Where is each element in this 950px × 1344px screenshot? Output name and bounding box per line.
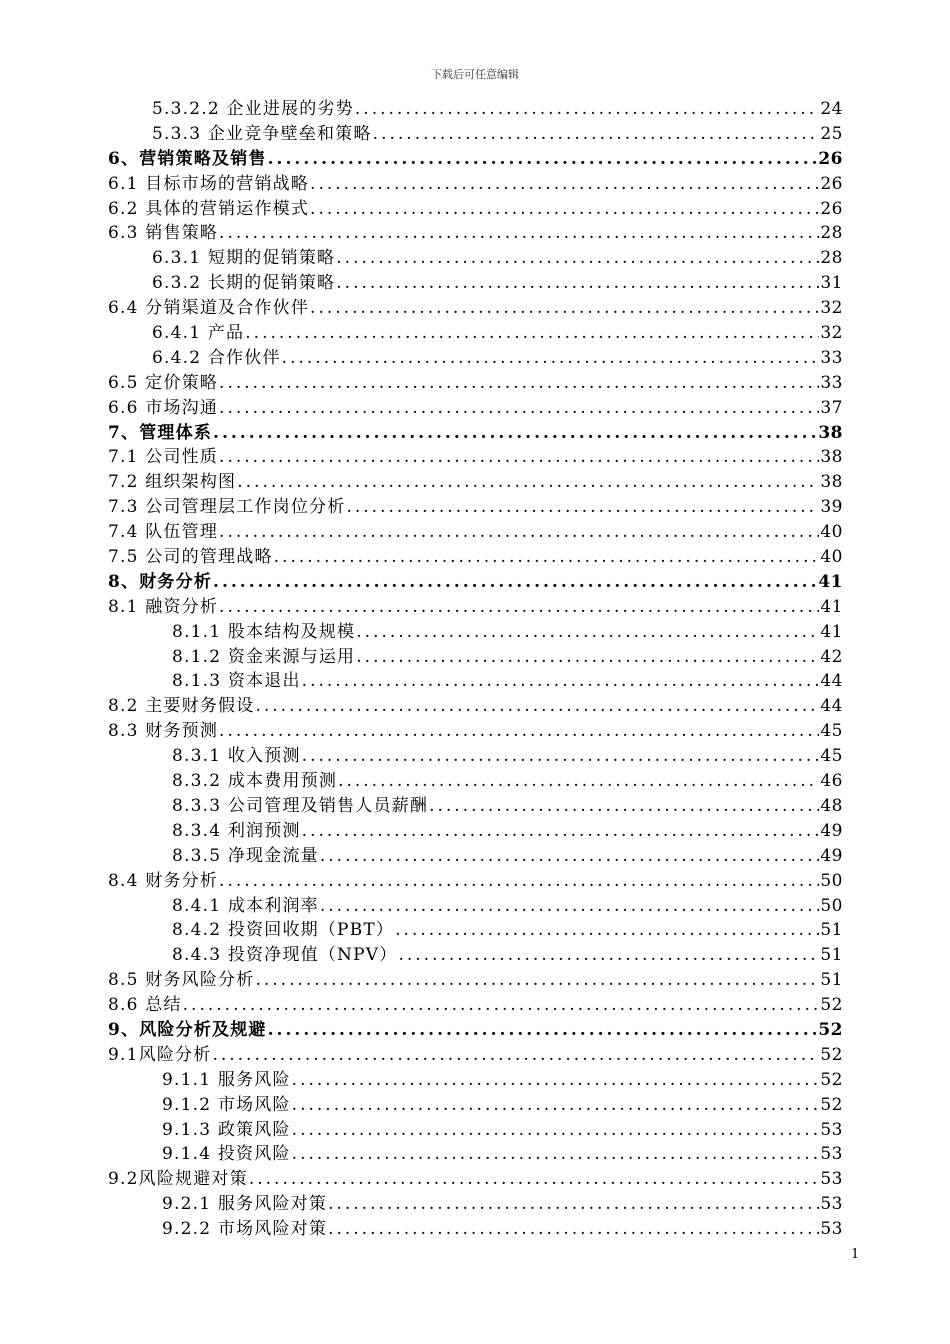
toc-entry-title: 8.4.1 成本利润率 [172, 895, 319, 916]
toc-entry[interactable] [108, 97, 843, 122]
toc-leader-dots [356, 620, 819, 645]
toc-entry[interactable] [108, 719, 843, 744]
toc-entry-title: 8.1.1 股本结构及规模 [172, 621, 356, 642]
toc-entry-title: 5.3.2.2 企业进展的劣势 [152, 99, 354, 119]
toc-entry[interactable] [108, 445, 843, 470]
toc-leader-dots [219, 719, 819, 744]
toc-entry-page: 24 [820, 99, 843, 119]
toc-entry-title: 7.5 公司的管理战略 [108, 547, 273, 568]
toc-entry[interactable] [108, 844, 843, 869]
toc-entry-title: 8.3.2 成本费用预测 [172, 771, 338, 792]
toc-leader-dots [398, 943, 819, 968]
toc-entry-page: 40 [820, 547, 843, 568]
toc-leader-dots [373, 122, 820, 147]
toc-entry[interactable] [108, 1192, 843, 1217]
toc-entry-title: 6、营销策略及销售 [108, 148, 267, 169]
toc-entry-title: 9.1.2 市场风险 [162, 1094, 291, 1115]
toc-entry[interactable] [108, 1093, 843, 1118]
toc-entry-page: 42 [820, 646, 843, 667]
toc-leader-dots [274, 545, 820, 570]
toc-entry-title: 8.4 财务分析 [108, 870, 219, 891]
toc-entry[interactable] [108, 694, 843, 719]
toc-entry-title: 9.2.1 服务风险对策 [162, 1194, 328, 1215]
toc-entry[interactable] [108, 645, 843, 670]
toc-entry-title: 8.3.1 收入预测 [172, 746, 301, 767]
toc-entry-page: 38 [818, 422, 843, 443]
toc-entry-title: 6.3.1 短期的促销策略 [152, 248, 336, 269]
toc-entry-title: 7.4 队伍管理 [108, 522, 219, 543]
toc-entry-page: 52 [820, 1044, 843, 1065]
toc-entry-title: 9.1.4 投资风险 [162, 1144, 291, 1165]
toc-entry[interactable] [108, 197, 843, 222]
toc-entry-title: 8.1 融资分析 [108, 596, 219, 617]
toc-leader-dots [292, 1118, 820, 1143]
toc-entry-title: 9.1风险分析 [108, 1044, 212, 1065]
toc-leader-dots [219, 595, 819, 620]
toc-entry[interactable] [108, 869, 843, 894]
toc-leader-dots [429, 794, 819, 819]
toc-entry-title: 9.1.3 政策风险 [162, 1119, 291, 1140]
toc-entry-title: 8.4.2 投资回收期（PBT） [172, 920, 395, 941]
toc-entry[interactable] [108, 396, 843, 421]
toc-leader-dots [282, 346, 820, 371]
toc-entry[interactable] [108, 296, 843, 321]
toc-entry-title: 8.4.3 投资净现值（NPV） [172, 945, 398, 966]
toc-entry-title: 9.2风险规避对策 [108, 1169, 248, 1190]
toc-entry-page: 45 [820, 721, 843, 742]
toc-entry-page: 51 [820, 920, 843, 941]
toc-entry-title: 6.5 定价策略 [108, 372, 219, 393]
toc-entry-page: 53 [820, 1144, 843, 1165]
toc-entry-page: 51 [820, 945, 843, 966]
toc-entry[interactable] [108, 819, 843, 844]
toc-entry-title: 8.2 主要财务假设 [108, 696, 255, 717]
toc-entry-page: 51 [820, 970, 843, 991]
toc-leader-dots [328, 1192, 819, 1217]
toc-entry-page: 28 [820, 248, 843, 269]
toc-entry[interactable] [108, 371, 843, 396]
toc-leader-dots [245, 321, 819, 346]
toc-entry[interactable] [108, 794, 843, 819]
toc-entry-title: 8.3.4 利润预测 [172, 820, 301, 841]
toc-leader-dots [219, 371, 819, 396]
toc-leader-dots [219, 520, 819, 545]
toc-entry-title: 8.6 总结 [108, 995, 182, 1016]
toc-entry-title: 8.3 财务预测 [108, 721, 219, 742]
toc-entry[interactable] [108, 1217, 843, 1242]
toc-leader-dots [302, 819, 820, 844]
toc-entry-page: 41 [820, 621, 843, 642]
toc-entry-page: 37 [820, 397, 843, 418]
toc-entry[interactable] [108, 1167, 843, 1192]
toc-leader-dots [356, 645, 819, 670]
toc-entry-page: 31 [820, 273, 843, 294]
toc-leader-dots [310, 172, 819, 197]
toc-leader-dots [310, 197, 819, 222]
toc-entry-title: 7.3 公司管理层工作岗位分析 [108, 497, 346, 518]
toc-entry[interactable] [108, 122, 843, 147]
toc-leader-dots [338, 769, 819, 794]
toc-leader-dots [219, 396, 819, 421]
toc-leader-dots [213, 421, 817, 446]
toc-entry[interactable] [108, 943, 843, 968]
toc-leader-dots [219, 221, 819, 246]
toc-entry-page: 52 [820, 1069, 843, 1090]
toc-entry[interactable] [108, 595, 843, 620]
toc-leader-dots [336, 246, 819, 271]
toc-entry-page: 53 [820, 1194, 843, 1215]
toc-entry[interactable] [108, 993, 843, 1018]
toc-entry[interactable] [108, 520, 843, 545]
toc-entry-page: 25 [820, 123, 843, 144]
toc-entry-page: 46 [820, 771, 843, 792]
toc-entry[interactable] [108, 271, 843, 296]
toc-entry[interactable] [108, 968, 843, 993]
toc-entry-page: 48 [820, 795, 843, 816]
toc-leader-dots [255, 694, 819, 719]
toc-entry-page: 50 [820, 870, 843, 891]
page-number: 1 [851, 1247, 860, 1262]
toc-entry-title: 7.2 组织架构图 [108, 472, 237, 493]
toc-entry[interactable] [108, 421, 843, 446]
toc-entry[interactable] [108, 346, 843, 371]
toc-leader-dots [219, 869, 819, 894]
toc-entry-page: 39 [820, 497, 843, 518]
toc-entry[interactable] [108, 1018, 843, 1043]
toc-entry[interactable] [108, 246, 843, 271]
toc-entry-title: 6.2 具体的营销运作模式 [108, 198, 310, 219]
toc-entry-title: 9、风险分析及规避 [108, 1019, 267, 1040]
toc-entry[interactable] [108, 744, 843, 769]
toc-leader-dots [310, 296, 819, 321]
toc-entry-title: 8.1.3 资本退出 [172, 671, 301, 692]
toc-entry-title: 8.5 财务风险分析 [108, 970, 255, 991]
toc-entry-page: 52 [820, 995, 843, 1016]
toc-entry[interactable] [108, 894, 843, 919]
toc-entry-page: 49 [820, 845, 843, 866]
toc-entry-page: 52 [820, 1094, 843, 1115]
toc-entry[interactable] [108, 620, 843, 645]
toc-entry-page: 26 [818, 148, 843, 169]
toc-entry-title: 6.3 销售策略 [108, 223, 219, 244]
toc-leader-dots [320, 844, 820, 869]
toc-entry-title: 8、财务分析 [108, 571, 213, 592]
toc-entry[interactable] [108, 172, 843, 197]
toc-entry-page: 38 [820, 447, 843, 468]
toc-entry[interactable] [108, 1142, 843, 1167]
table-of-contents [108, 97, 843, 1242]
toc-leader-dots [183, 993, 820, 1018]
toc-entry[interactable] [108, 495, 843, 520]
toc-entry[interactable] [108, 669, 843, 694]
toc-entry[interactable] [108, 769, 843, 794]
toc-leader-dots [219, 445, 819, 470]
toc-entry-title: 9.1.1 服务风险 [162, 1069, 291, 1090]
toc-leader-dots [355, 97, 819, 122]
toc-entry-title: 6.3.2 长期的促销策略 [152, 273, 336, 294]
toc-leader-dots [346, 495, 819, 520]
toc-leader-dots [328, 1217, 819, 1242]
toc-entry-title: 6.6 市场沟通 [108, 397, 219, 418]
toc-entry-title: 5.3.3 企业竞争壁垒和策略 [152, 123, 372, 144]
toc-entry-page: 49 [820, 820, 843, 841]
toc-entry-page: 28 [820, 223, 843, 244]
toc-entry-page: 26 [820, 173, 843, 194]
toc-entry[interactable] [108, 147, 843, 172]
toc-entry-page: 41 [818, 571, 843, 592]
toc-entry-page: 52 [818, 1019, 843, 1040]
toc-entry[interactable] [108, 1118, 843, 1143]
toc-leader-dots [237, 470, 819, 495]
toc-entry-title: 8.1.2 资金来源与运用 [172, 646, 356, 667]
toc-entry-title: 6.4.2 合作伙伴 [152, 347, 281, 368]
toc-entry-title: 7、管理体系 [108, 422, 213, 443]
toc-entry-page: 32 [820, 298, 843, 319]
toc-leader-dots [292, 1068, 820, 1093]
toc-entry[interactable] [108, 918, 843, 943]
toc-leader-dots [212, 1043, 819, 1068]
toc-leader-dots [249, 1167, 820, 1192]
toc-entry-title: 8.3.3 公司管理及销售人员薪酬 [172, 795, 429, 816]
toc-entry[interactable] [108, 221, 843, 246]
toc-entry[interactable] [108, 321, 843, 346]
toc-entry-page: 53 [820, 1219, 843, 1240]
toc-entry-page: 50 [820, 895, 843, 916]
toc-leader-dots [302, 669, 820, 694]
toc-leader-dots [302, 744, 820, 769]
toc-entry-page: 53 [820, 1169, 843, 1190]
toc-entry-title: 8.3.5 净现金流量 [172, 845, 319, 866]
toc-entry-title: 9.2.2 市场风险对策 [162, 1219, 328, 1240]
toc-leader-dots [292, 1142, 820, 1167]
toc-entry-page: 41 [820, 596, 843, 617]
toc-entry-page: 26 [820, 198, 843, 219]
toc-leader-dots [292, 1093, 820, 1118]
toc-leader-dots [255, 968, 819, 993]
toc-entry-title: 6.4.1 产品 [152, 323, 245, 344]
toc-leader-dots [336, 271, 819, 296]
toc-entry-title: 7.1 公司性质 [108, 447, 219, 468]
toc-entry-page: 44 [820, 671, 843, 692]
toc-entry-page: 33 [820, 372, 843, 393]
toc-entry-page: 40 [820, 522, 843, 543]
toc-entry-page: 44 [820, 696, 843, 717]
toc-leader-dots [395, 918, 819, 943]
toc-entry[interactable] [108, 545, 843, 570]
page-header: 下载后可任意编辑 [431, 68, 519, 81]
toc-entry[interactable] [108, 1068, 843, 1093]
toc-entry-page: 32 [820, 323, 843, 344]
toc-entry-title: 6.4 分销渠道及合作伙伴 [108, 298, 310, 319]
toc-entry[interactable] [108, 1043, 843, 1068]
toc-entry-page: 33 [820, 347, 843, 368]
toc-entry-page: 45 [820, 746, 843, 767]
toc-leader-dots [320, 894, 820, 919]
toc-leader-dots [213, 570, 817, 595]
toc-leader-dots [268, 147, 818, 172]
toc-entry-page: 38 [820, 472, 843, 493]
toc-entry[interactable] [108, 470, 843, 495]
toc-entry-page: 53 [820, 1119, 843, 1140]
toc-entry-title: 6.1 目标市场的营销战略 [108, 173, 310, 194]
toc-entry[interactable] [108, 570, 843, 595]
toc-leader-dots [268, 1018, 818, 1043]
